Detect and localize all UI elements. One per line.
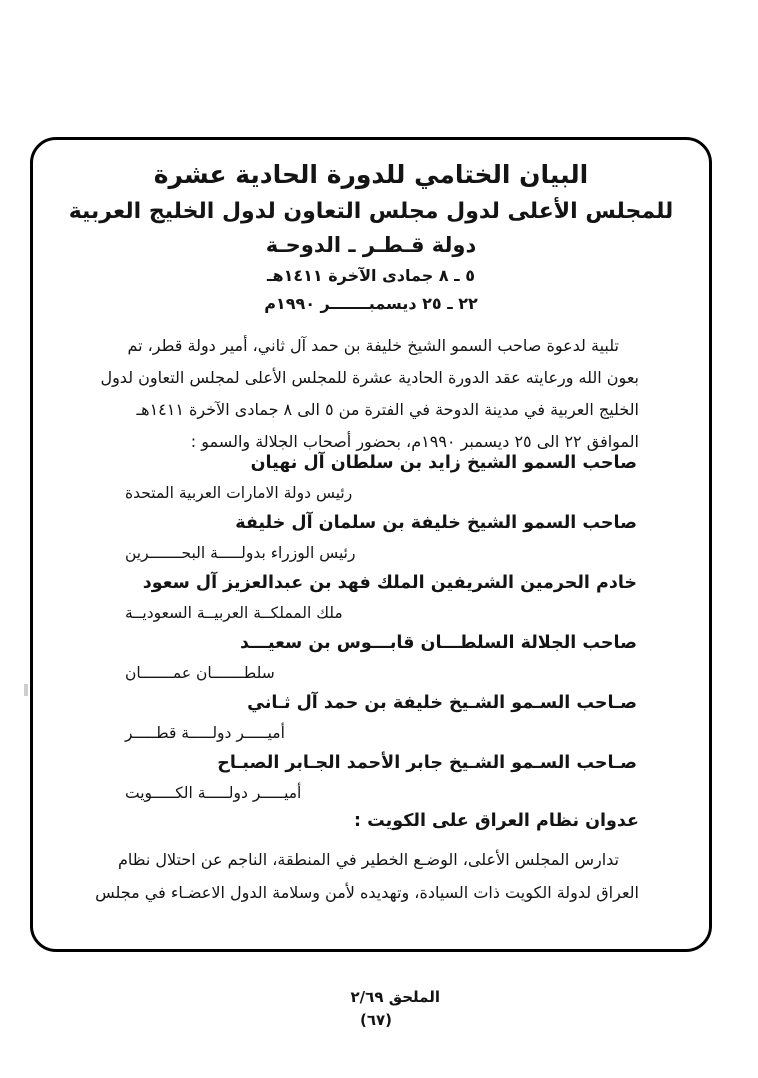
attendee-name: خادم الحرمين الشريفين الملك فهد بن عبدالعزيز آل سعود <box>142 573 637 593</box>
section-line: تدارس المجلس الأعلى، الوضـع الخطير في المنطقة، الناجم عن احتلال نظام <box>117 850 619 869</box>
attendee-name: صاحب السمو الشيخ خليفة بن سلمان آل خليفة <box>235 513 637 533</box>
attendee-row <box>33 693 709 753</box>
section-paragraph <box>73 843 639 909</box>
attendee-role: سلطـــــــان عمـــــــان <box>125 664 275 682</box>
attendee-role: أميـــــر دولـــــة الكـــــويت <box>125 784 302 802</box>
attendee-role: رئيس الوزراء بدولـــــة البحـــــــرين <box>125 544 356 562</box>
document-title-location: دولة قـطـر ـ الدوحـة <box>265 233 477 257</box>
attendee-role: أميـــــر دولـــــة قطـــــر <box>125 724 285 742</box>
attendee-role: ملك المملكــة العربيــة السعوديــة <box>125 604 343 622</box>
scan-artifact-mark <box>24 684 28 696</box>
attendee-row <box>33 753 709 813</box>
title-block <box>33 156 709 318</box>
gregorian-date: ٢٢ ـ ٢٥ ديسمبـــــــر ١٩٩٠م <box>264 294 478 313</box>
footer-page-number: (٦٧) <box>359 1011 392 1029</box>
attendee-row <box>33 513 709 573</box>
document-title-line1: البيان الختامي للدورة الحادية عشرة <box>153 160 589 189</box>
document-title-line2: للمجلس الأعلى لدول مجلس التعاون لدول الخليج العربية <box>68 199 674 224</box>
attendee-name: صاحب الجلالة السلطـــان قابـــوس بن سعيـــد <box>239 633 637 653</box>
intro-paragraph <box>73 330 639 458</box>
document-frame <box>30 137 712 952</box>
intro-line: تلبية لدعوة صاحب السمو الشيخ خليفة بن حمد آل ثاني، أمير دولة قطر، تم <box>127 336 619 355</box>
intro-line: الخليج العربية في مدينة الدوحة في الفترة من ٥ الى ٨ جمادى الآخرة ١٤١١هـ <box>136 400 639 419</box>
intro-line: الموافق ٢٢ الى ٢٥ ديسمبر ١٩٩٠م، بحضور أصحاب الجلالة والسمو : <box>190 432 639 451</box>
attendee-row <box>33 633 709 693</box>
attendee-name: صـاحب السـمو الشـيخ خليفة بن حمد آل ثـاني <box>247 693 637 713</box>
attendee-role: رئيس دولة الامارات العربية المتحدة <box>125 484 353 502</box>
attendee-name: صـاحب السـمو الشـيخ جابر الأحمد الجـابر الصبـاح <box>217 753 637 773</box>
attendee-name: صاحب السمو الشيخ زايد بن سلطان آل نهيان <box>250 453 637 473</box>
intro-line: بعون الله ورعايته عقد الدورة الحادية عشرة للمجلس الأعلى لمجلس التعاون لدول <box>100 368 639 387</box>
hijri-date: ٥ ـ ٨ جمادى الآخرة ١٤١١هـ <box>267 266 475 285</box>
section-line: العراق لدولة الكويت ذات السيادة، وتهديده لأمن وسلامة الدول الاعضـاء في مجلس <box>95 883 639 902</box>
footer-appendix-label: الملحق ٢/٦٩ <box>350 988 440 1006</box>
section-heading: عدوان نظام العراق على الكويت : <box>354 811 639 831</box>
attendee-row <box>33 453 709 513</box>
attendee-row <box>33 573 709 633</box>
